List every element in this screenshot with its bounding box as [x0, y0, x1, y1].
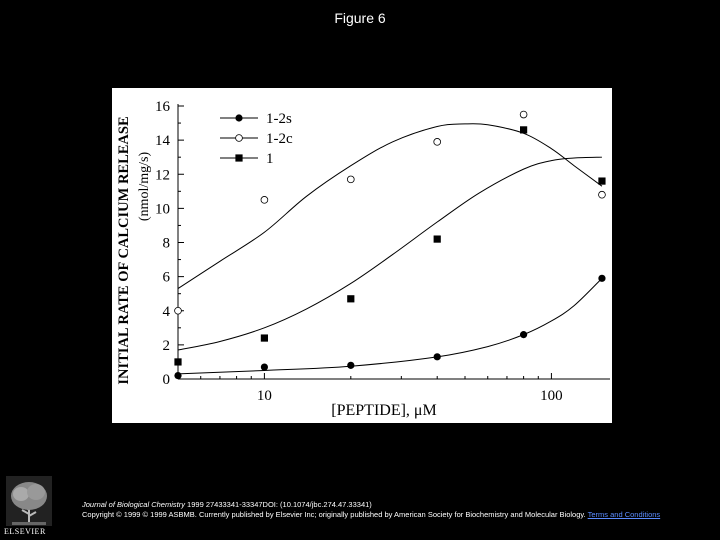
data-point-1-2c	[434, 138, 441, 145]
legend-marker-1	[235, 154, 242, 161]
data-point-1	[261, 334, 268, 341]
y-tick-label: 4	[162, 303, 170, 320]
journal-name: Journal of Biological Chemistry	[82, 500, 185, 509]
y-axis-label: INITIAL RATE OF CALCIUM RELEASE	[116, 116, 132, 385]
x-tick-label: 10	[256, 388, 272, 404]
legend-marker-1-2s	[235, 114, 242, 121]
data-point-1-2s	[347, 362, 354, 369]
figure-title: Figure 6	[334, 10, 386, 26]
fit-curve-1	[178, 157, 602, 350]
copyright-text: Copyright © 1999 © 1999 ASBMB. Currently published by Elsevier Inc; originally published by American Society for Biochemistry and Molecular Biology.	[82, 510, 586, 519]
y-tick-label: 8	[162, 235, 170, 252]
y-tick-label: 10	[155, 201, 170, 218]
legend-label-1-2s: 1-2s	[266, 111, 292, 127]
x-tick-label: 100	[540, 388, 563, 404]
legend-label-1: 1	[266, 151, 274, 167]
elsevier-wordmark: ELSEVIER	[4, 527, 46, 536]
y-tick-label: 14	[155, 133, 170, 150]
data-point-1-2s	[261, 363, 268, 370]
data-point-1-2c	[520, 111, 527, 118]
y-tick-label: 12	[155, 167, 170, 184]
fit-curve-1-2s	[178, 278, 602, 374]
legend-label-1-2c: 1-2c	[266, 131, 293, 147]
data-point-1-2s	[598, 275, 605, 282]
citation	[82, 500, 682, 520]
chart-panel	[112, 88, 612, 423]
data-point-1	[347, 295, 354, 302]
citation-ref: 1999 27433341-33347DOI: (10.1074/jbc.274.47.33341)	[184, 500, 372, 509]
y-tick-label: 6	[162, 269, 170, 286]
legend-marker-1-2c	[236, 135, 243, 142]
terms-link[interactable]: Terms and Conditions	[587, 510, 661, 519]
x-axis-label: [PEPTIDE], μM	[331, 402, 437, 419]
fit-curve-1-2c	[178, 124, 602, 289]
data-point-1-2c	[347, 176, 354, 183]
data-point-1-2s	[520, 331, 527, 338]
y-tick-label: 0	[162, 372, 170, 388]
y-tick-label: 16	[155, 99, 170, 115]
data-point-1	[598, 177, 605, 184]
data-point-1-2s	[174, 372, 181, 379]
data-point-1	[174, 358, 181, 365]
y-axis-label-units: (nmol/mg/s)	[137, 151, 152, 222]
data-point-1	[434, 235, 441, 242]
data-point-1-2c	[599, 191, 606, 198]
data-point-1-2c	[175, 307, 182, 314]
data-point-1-2c	[261, 196, 268, 203]
y-tick-label: 2	[162, 337, 170, 354]
calcium-release-chart	[112, 88, 612, 423]
data-point-1	[520, 126, 527, 133]
data-point-1-2s	[434, 353, 441, 360]
